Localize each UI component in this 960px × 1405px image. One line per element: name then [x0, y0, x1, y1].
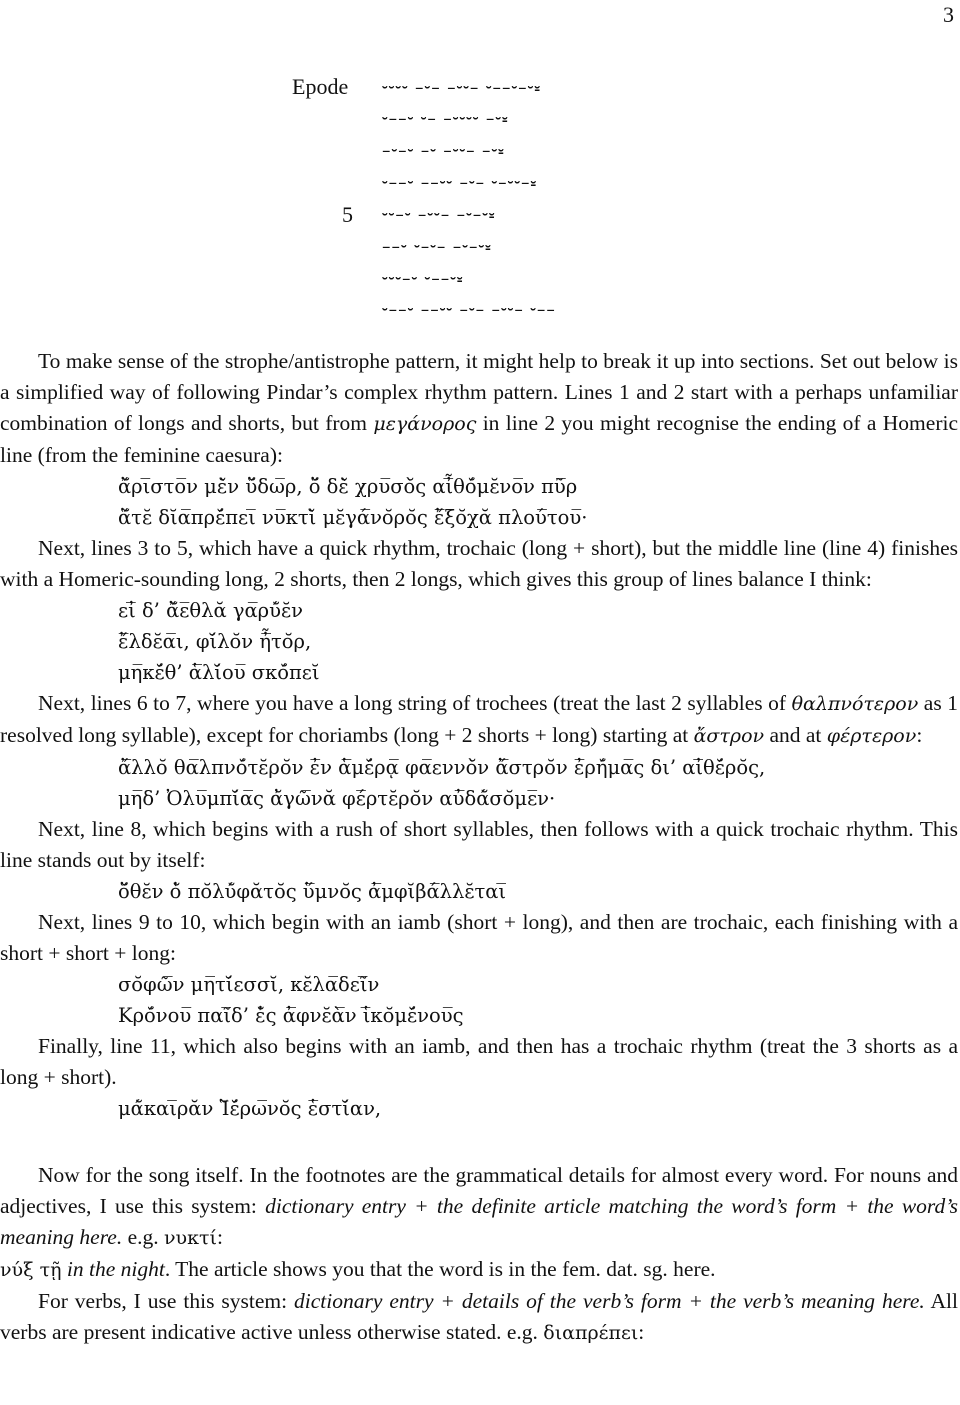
metre-line-3: –⏑–⏑ –⏑ –⏑⏑– –⏑⏓ [382, 141, 505, 161]
paragraph-lines-9-10: Next, lines 9 to 10, which begin with an iamb (short + long), and then are trochaic, each finishing with a short + short + long: [0, 910, 958, 965]
text-run: : [638, 1320, 645, 1344]
commentary-body [0, 346, 958, 1349]
paragraph-strophe-intro [0, 346, 958, 471]
metre-line-7: ⏑⏑⏑–⏑ ⏑––⏑⏓ [382, 269, 464, 289]
greek-verse-line: ὅ̆θε̆ν ὁ̆ πο̆λύ̆φᾰτο̆ς ὕ̅μνο̆ς ἀ̅μφῐβά̅λλε̆ται̅ [118, 880, 507, 903]
greek-verse-line: ἄ̆ρι̅στο̅ν μὲ̆ν ὕ̆δω̅ρ, ὅ̆ δὲ̆ χρυ̅σὸ̆ς αἶ̅θό̆με̆νο̅ν πῦ̅ρ [118, 475, 578, 498]
paragraph-line-11: Finally, line 11, which also begins with an iamb, and then has a trochaic rhythm (treat the 3 shorts as a long + short). [0, 1034, 958, 1089]
paragraph-verb-system [0, 1286, 958, 1349]
text-run: Now for the song itself. In the footnotes are the grammatical details for almost every word. For nouns and adjectives, I use this system: [0, 1163, 958, 1218]
greek-word: νυκτί [164, 1227, 217, 1249]
greek-verse-line: ἄ̅λλο̆ θα̅λπνό̆τε̆ρο̆ν ἐ̅ν ἁ̅μέ̆ρᾳ̅ φα̅εννὸ̆ν ἄ̅στρο̆ν ἐ̅ρή̆μα̅ς δι’ αἰ̅θέ̆ρο̆ς, [118, 756, 766, 779]
greek-word: ἄστρον [693, 725, 765, 747]
metre-line-2: ⏑––⏑ ⏑– –⏑⏑⏑⏑ –⏑⏓ [382, 109, 509, 129]
text-run: as 1 resolved long syllable), except for choriambs (long + 2 shorts + long) starting at [0, 691, 958, 747]
paragraph-lines-3-5: Next, lines 3 to 5, which have a quick rhythm, trochaic (long + short), but the middle line (line 4) finishes with a Homeric-sounding long, 2 shorts, then 2 longs, which gives this group of lines balance I think: [0, 536, 958, 591]
metre-line-5: ⏑⏑–⏑ –⏑⏑– –⏑–⏑⏓ [382, 205, 496, 225]
epode-label: Epode [292, 74, 349, 99]
section-gap [0, 1124, 958, 1160]
greek-word: θαλπνότερον [791, 693, 919, 715]
italic-run: in the night [61, 1257, 165, 1281]
text-run: For verbs, I use this system: [38, 1289, 295, 1313]
text-run: . The article shows you that the word is in the fem. dat. sg. here. [164, 1257, 716, 1281]
greek-verse-line: μά̆και̅ρᾰν Ἱ̆έ̆ρω̅νο̆ς ἑ̅στί̆αν, [118, 1097, 382, 1120]
greek-word: νύξ τῇ [0, 1259, 62, 1281]
metre-line-1: ⏑⏑⏑⏑ –⏑– –⏑⏑– ⏑––⏑–⏑⏓ [382, 78, 541, 98]
text-run: All verbs are present indicative active unless otherwise stated. e.g. [0, 1289, 958, 1344]
italic-run: dictionary entry + the definite article matching the word’s form + the word’s meaning here. [0, 1194, 958, 1249]
metre-line-8: ⏑––⏑ ––⏑⏑ –⏑– –⏑⏑– ⏑–– [382, 300, 556, 320]
paragraph-lines-6-7 [0, 688, 958, 752]
greek-verse-line: εἰ̅ δ’ ἄ̆ε̅θλᾰ γα̅ρύ̆ε̆ν [118, 599, 303, 622]
text-run: : [916, 723, 923, 747]
italic-run: dictionary entry + details of the verb’s form + the verb’s meaning here. [294, 1289, 925, 1313]
greek-verse-line: μη̅κέ̆θ’ ἁ̅λί̆ου̅ σκό̆πεῐ [118, 661, 320, 684]
greek-verse-line: σο̆φῶ̅ν μη̅τί̆εσσῐ, κε̆λα̅δεῖ̅ν [118, 973, 380, 996]
text-run: : [216, 1225, 223, 1249]
text-run: To make sense of the strophe/antistrophe pattern, it might help to break it up into sections. Set out below is a simplified way of following Pindar’s complex rhythm pattern. Lines 1 and 2 start with a perhaps unfamiliar combination of longs and shorts, but from [0, 349, 958, 435]
text-run: Next, lines 6 to 7, where you have a long string of trochees (treat the last 2 syllables of [38, 691, 792, 715]
paragraph-line-8: Next, line 8, which begins with a rush of short syllables, then follows with a quick trochaic rhythm. This line stands out by itself: [0, 817, 958, 872]
line-number: 5 [342, 202, 353, 227]
page-number: 3 [943, 2, 954, 27]
text-run: and at [764, 723, 827, 747]
greek-verse-line: Κρό̆νου̅ παῖ̅δ’ ἐ̆ς ἀ̅φνε̆ὰ̅ν ἱ̅κο̆μέ̆νου̅ς [118, 1004, 464, 1027]
greek-word: μεγάνορος [373, 413, 477, 435]
greek-verse-line: ἅ̆τε̆ δῐα̅πρέ̆πει̅ νυ̅κτὶ̆ με̆γά̅νο̆ρο̆ς ἔ̅ξο̆χᾰ πλού̅του̅· [118, 506, 588, 529]
paragraph-noun-example [0, 1254, 958, 1286]
paragraph-noun-system [0, 1160, 958, 1254]
greek-word: φέρτερον [826, 725, 917, 747]
text-run: in line 2 you might recognise the ending of a Homeric line (from the feminine caesura): [0, 411, 958, 467]
metre-line-6: ––⏑ ⏑–⏑– –⏑–⏑⏓ [382, 237, 492, 257]
greek-verse-line: μη̅δ’ Ὀλυ̅μπί̆α̅ς ἀ̆γῶ̅νᾰ φέ̅ρτε̆ρο̆ν αὐ̅δά̆σο̆με̅ν· [118, 787, 556, 810]
text-run: e.g. [122, 1225, 164, 1249]
greek-verse-line: ἔ̅λδε̆α̅ι, φί̆λο̆ν ἦ̅το̆ρ, [118, 630, 312, 653]
metre-line-4: ⏑––⏑ ––⏑⏑ –⏑– ⏑–⏑⏑–⏓ [382, 173, 538, 193]
greek-word: διαπρέπει [543, 1322, 639, 1344]
